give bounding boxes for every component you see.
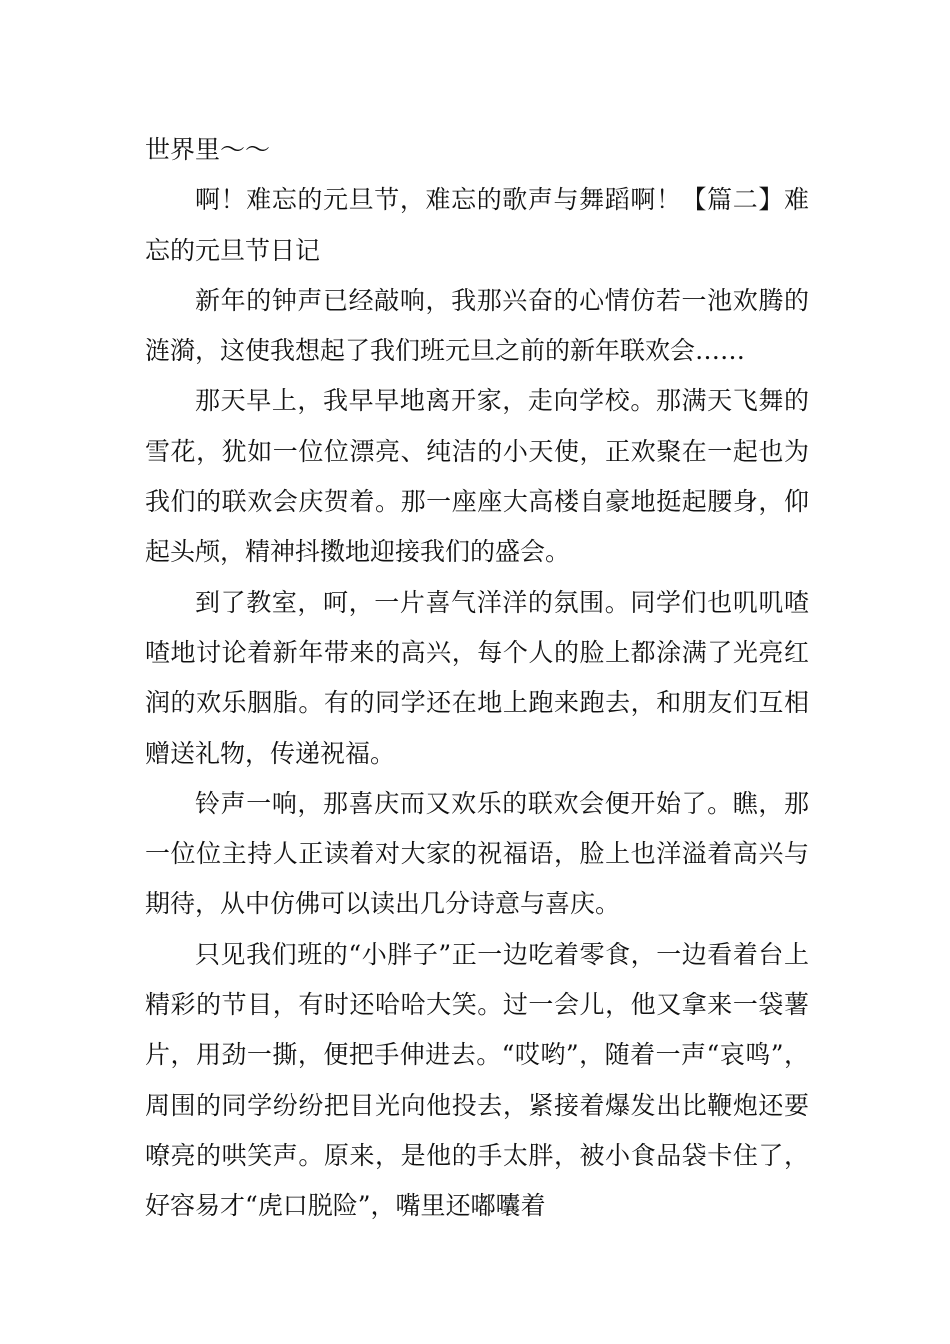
paragraph-heading-transition: 啊！难忘的元旦节，难忘的歌声与舞蹈啊！【篇二】难忘的元旦节日记 — [145, 185, 809, 265]
paragraph-classroom: 到了教室，呵，一片喜气洋洋的氛围。同学们也叽叽喳喳地讨论着新年带来的高兴，每个人的脸上都涂满了光亮红润的欢乐胭脂。有的同学还在地上跑来跑去，和朋友们互相赠送礼物，传递祝福。 — [145, 587, 809, 768]
document-body — [145, 125, 809, 1232]
paragraph-party-start: 铃声一响，那喜庆而又欢乐的联欢会便开始了。瞧，那一位位主持人正读着对大家的祝福语，脸上也洋溢着高兴与期待，从中仿佛可以读出几分诗意与喜庆。 — [145, 788, 809, 919]
paragraph-little-fatty: 只见我们班的“小胖子”正一边吃着零食，一边看着台上精彩的节目，有时还哈哈大笑。过一会儿，他又拿来一袋薯片，用劲一撕，便把手伸进去。“哎哟”，随着一声“哀鸣”，周围的同学纷纷把目光向他投去，紧接着爆发出比鞭炮还要嘹亮的哄笑声。原来，是他的手太胖，被小食品袋卡住了，好容易才“虎口脱险”，嘴里还嘟囔着 — [145, 939, 809, 1221]
paragraph-new-year-bell: 新年的钟声已经敲响，我那兴奋的心情仿若一池欢腾的涟漪，这使我想起了我们班元旦之前的新年联欢会…… — [145, 285, 809, 366]
paragraph-continuation: 世界里～～ — [145, 135, 271, 164]
paragraph-morning: 那天早上，我早早地离开家，走向学校。那满天飞舞的雪花，犹如一位位漂亮、纯洁的小天使，正欢聚在一起也为我们的联欢会庆贺着。那一座座大高楼自豪地挺起腰身，仰起头颅，精神抖擞地迎接我们的盛会。 — [145, 386, 809, 567]
